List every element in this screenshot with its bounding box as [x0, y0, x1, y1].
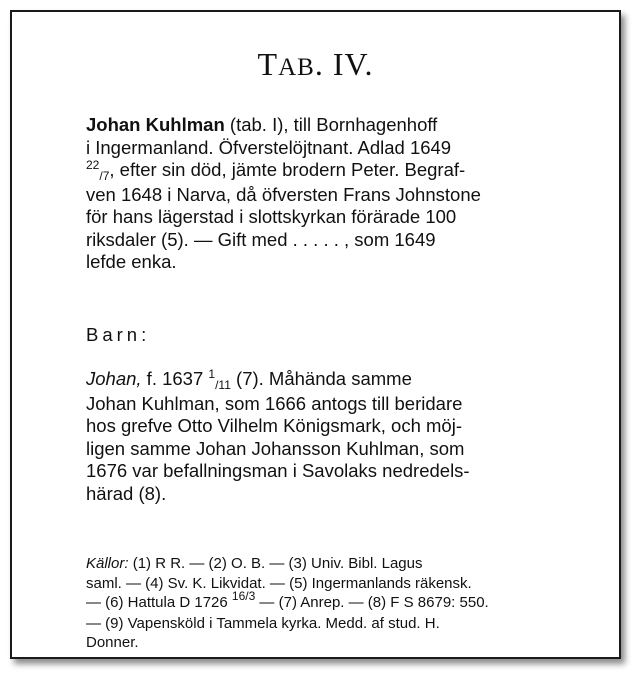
entry-paragraph [86, 114, 586, 274]
entry-line: riksdaler (5). — Gift med . . . . . , som 1649 [86, 228, 436, 250]
entry-line: i Ingermanland. Öfverstelöjtnant. Adlad 1649 [86, 136, 452, 158]
child-name: Johan, [86, 368, 142, 389]
title-smallcaps: AB [278, 54, 315, 81]
entry-line: lefde enka. [86, 251, 177, 272]
page-title [12, 46, 619, 83]
sources-line: — (9) Vapensköld i Tammela kyrka. Medd. af stud. H. [86, 614, 440, 632]
title-initial: T [257, 46, 279, 82]
sources-label: Källor: [86, 555, 129, 572]
title-rest: . IV. [314, 46, 374, 82]
child-line: Johan, f. 1637 $^1_{/11}$ (7). Måhända samme [86, 367, 412, 392]
entry-line: ven 1648 i Narva, då öfversten Frans Johnstone [86, 183, 481, 205]
sources-line: Källor: (1) R R. — (2) O. B. — (3) Univ. Bibl. Lagus [86, 555, 423, 572]
child-line: hos grefve Otto Vilhelm Königsmark, och möj- [86, 415, 462, 436]
sources-footnote [86, 554, 592, 653]
entry-line: $^{22}_{/7}$, efter sin död, jämte brodern Peter. Begraf- [86, 158, 466, 183]
entry-name: Johan Kuhlman [86, 114, 225, 135]
child-line: 1676 var befallningsman i Savolaks nedredels- [86, 460, 470, 481]
child-line: härad (8). [86, 482, 167, 504]
child-line: ligen samme Johan Johansson Kuhlman, som [86, 437, 465, 459]
document-page [10, 10, 621, 659]
entry-line: Johan Kuhlman (tab. I), till Bornhagenhoff [86, 114, 438, 135]
entry-line: för hans lägerstad i slottskyrkan förärade 100 [86, 206, 457, 227]
child-line: Johan Kuhlman, som 1666 antogs till beridare [86, 392, 463, 414]
children-heading: Barn: [86, 324, 151, 345]
sources-line: saml. — (4) Sv. K. Likvidat. — (5) Ingermanlands räkensk. [86, 574, 472, 592]
sources-line: — (6) Hattula D 1726 $^{16/3}$ — (7) Anrep. — (8) F S 8679: 550. [86, 589, 489, 611]
child-paragraph [86, 368, 586, 505]
sources-line: Donner. [86, 634, 139, 651]
